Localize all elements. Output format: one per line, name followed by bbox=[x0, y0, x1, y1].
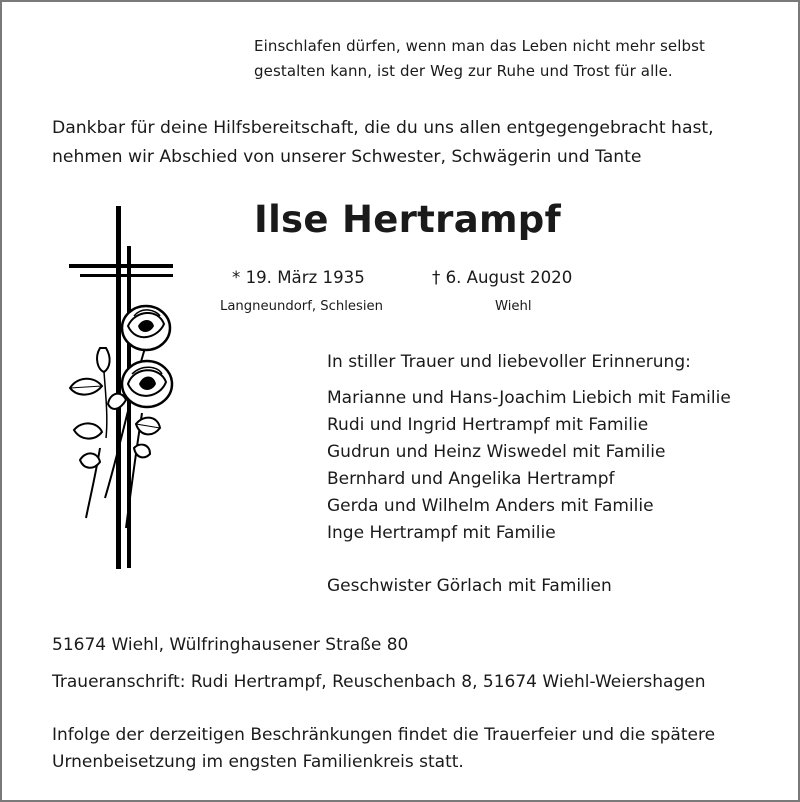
death-place: Wiehl bbox=[495, 299, 532, 314]
mourners-heading: In stiller Trauer und liebevoller Erinnerung: bbox=[327, 352, 691, 372]
mourner-name: Marianne und Hans-Joachim Liebich mit Familie bbox=[327, 388, 731, 408]
notice-line-1: Infolge der derzeitigen Beschränkungen findet die Trauerfeier und die spätere bbox=[52, 725, 716, 745]
mourner-name: Gudrun und Heinz Wiswedel mit Familie bbox=[327, 442, 666, 462]
intro-line-1: Dankbar für deine Hilfsbereitschaft, die du uns allen entgegengebracht hast, bbox=[52, 118, 714, 138]
mourner-name: Gerda und Wilhelm Anders mit Familie bbox=[327, 496, 654, 516]
residence-address: 51674 Wiehl, Wülfringhausener Straße 80 bbox=[52, 635, 409, 655]
siblings-line: Geschwister Görlach mit Familien bbox=[327, 576, 612, 596]
death-date: † 6. August 2020 bbox=[432, 268, 573, 287]
birth-place: Langneundorf, Schlesien bbox=[220, 299, 383, 314]
birth-date: * 19. März 1935 bbox=[232, 268, 365, 287]
mourner-name: Rudi und Ingrid Hertrampf mit Familie bbox=[327, 415, 649, 435]
motto-line-1: Einschlafen dürfen, wenn man das Leben nicht mehr selbst bbox=[254, 37, 705, 55]
cross-with-roses-icon bbox=[50, 198, 180, 576]
deceased-name: Ilse Hertrampf bbox=[254, 198, 561, 241]
intro-line-2: nehmen wir Abschied von unserer Schwester, Schwägerin und Tante bbox=[52, 147, 642, 167]
notice-line-2: Urnenbeisetzung im engsten Familienkreis statt. bbox=[52, 752, 464, 772]
motto-line-2: gestalten kann, ist der Weg zur Ruhe und Trost für alle. bbox=[254, 62, 673, 80]
mourning-address: Traueranschrift: Rudi Hertrampf, Reuschenbach 8, 51674 Wiehl-Weiershagen bbox=[52, 672, 706, 692]
mourner-name: Inge Hertrampf mit Familie bbox=[327, 523, 556, 543]
mourner-name: Bernhard und Angelika Hertrampf bbox=[327, 469, 615, 489]
